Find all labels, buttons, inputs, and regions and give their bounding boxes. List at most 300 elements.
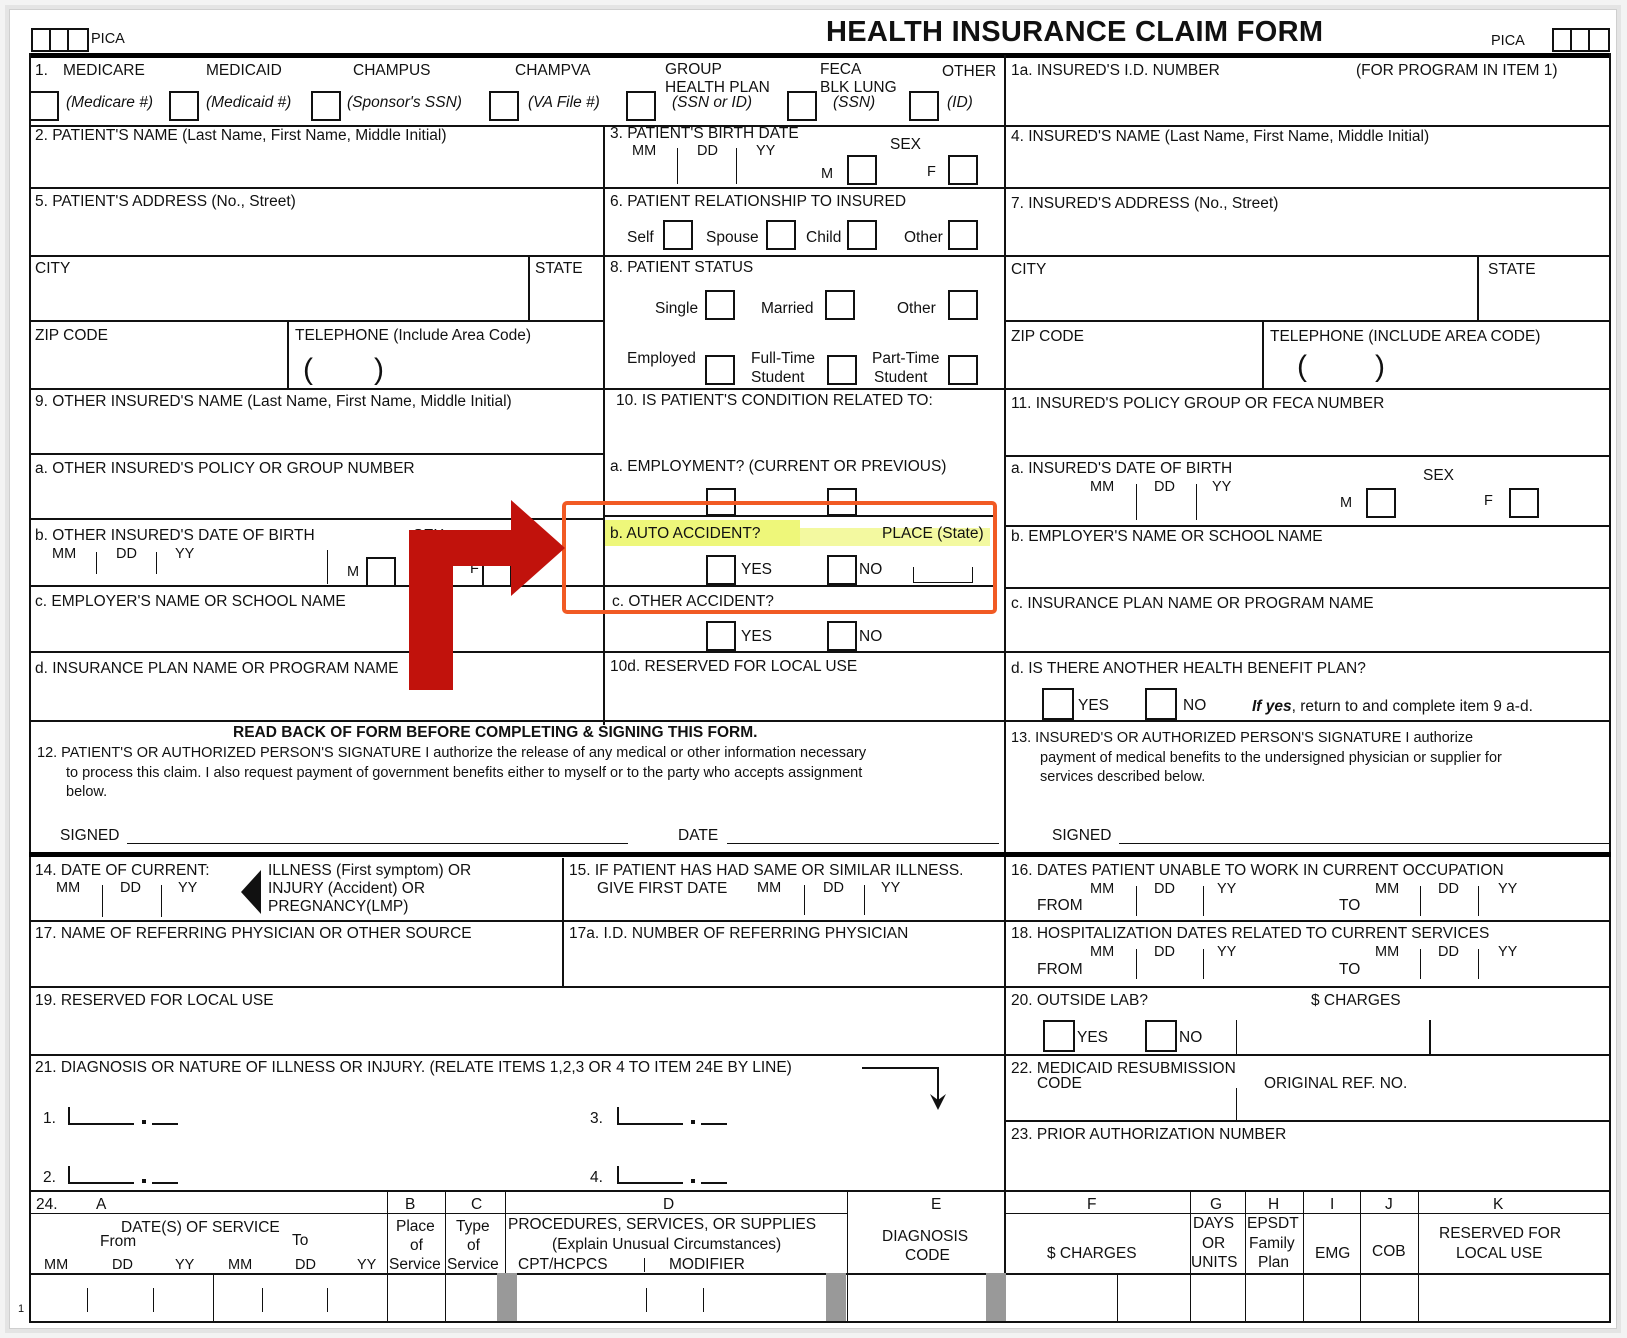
rule-row2 xyxy=(29,187,1611,189)
table-vline-h xyxy=(1245,1190,1246,1321)
pica-left-label: PICA xyxy=(91,31,125,47)
item-20-charges-divider1 xyxy=(1236,1020,1237,1054)
item-18-tick1 xyxy=(1136,949,1137,979)
if-yes-emphasis: If yes xyxy=(1252,698,1292,715)
place-of: of xyxy=(410,1237,423,1254)
item-16-from: FROM xyxy=(1037,897,1083,914)
relation-child: Child xyxy=(806,229,842,246)
item-11d-label: d. IS THERE ANOTHER HEALTH BENEFIT PLAN? xyxy=(1011,660,1366,677)
col-a: A xyxy=(96,1196,107,1213)
table-vline-g xyxy=(1190,1190,1191,1321)
table-shade-2 xyxy=(826,1273,846,1321)
item-14-tick2 xyxy=(161,885,162,917)
item-10c-no-checkbox[interactable] xyxy=(827,621,857,651)
status-parttime-checkbox[interactable] xyxy=(948,355,978,385)
rule-table-top xyxy=(29,1190,1611,1192)
right-zip-label: ZIP CODE xyxy=(1011,328,1084,345)
item-11d-yes-checkbox[interactable] xyxy=(1042,688,1074,720)
dates-from: From xyxy=(100,1233,137,1250)
item-24-label: 24. xyxy=(36,1196,58,1213)
item-15-yy: YY xyxy=(881,880,901,896)
rule-row4-right xyxy=(1004,320,1611,322)
other-program-sub: (ID) xyxy=(947,94,973,111)
item-10b-label: b. AUTO ACCIDENT? xyxy=(610,525,761,542)
item-20-no-checkbox[interactable] xyxy=(1145,1020,1177,1052)
item-14-mm: MM xyxy=(56,880,81,896)
item-3-f-checkbox[interactable] xyxy=(948,155,978,185)
rule-lower3 xyxy=(29,1054,1611,1056)
item-18-tick4 xyxy=(1478,949,1479,979)
item-17a-label: 17a. I.D. NUMBER OF REFERRING PHYSICIAN xyxy=(569,925,909,942)
cpt-label: CPT/HCPCS xyxy=(518,1256,608,1273)
date-label: DATE xyxy=(678,827,719,844)
item-9c-label: c. EMPLOYER'S NAME OR SCHOOL NAME xyxy=(35,593,346,610)
status-other-checkbox[interactable] xyxy=(948,290,978,320)
status-fulltime-student: Student xyxy=(751,369,805,386)
item-16-from-mm: MM xyxy=(1090,881,1115,897)
item-16-to-yy: YY xyxy=(1498,881,1518,897)
col-i: I xyxy=(1330,1196,1335,1213)
diag-2-label: 2. xyxy=(43,1169,56,1186)
item-18-from-dd: DD xyxy=(1154,944,1175,960)
item-14-label: 14. DATE OF CURRENT: xyxy=(35,862,210,879)
status-parttime-student: Student xyxy=(874,369,928,386)
item-10a-label: a. EMPLOYMENT? (CURRENT OR PREVIOUS) xyxy=(610,458,947,475)
item-10b-no: NO xyxy=(859,561,883,578)
program-other: OTHER xyxy=(942,63,997,80)
rule-table-header-bottom xyxy=(29,1273,1611,1275)
item-11b-label: b. EMPLOYER'S NAME OR SCHOOL NAME xyxy=(1011,528,1323,545)
zip-label: ZIP CODE xyxy=(35,327,108,344)
if-yes-rest: , return to and complete item 9 a-d. xyxy=(1291,698,1533,715)
item-11a-dd: DD xyxy=(1154,479,1175,495)
table-to-yy: YY xyxy=(357,1257,377,1273)
item-20-yes: YES xyxy=(1077,1029,1109,1046)
item-10c-label: c. OTHER ACCIDENT? xyxy=(612,593,774,610)
pica-right-label: PICA xyxy=(1491,33,1525,49)
item-15-tick2 xyxy=(864,885,865,915)
place-label: Place xyxy=(396,1218,435,1235)
item-15-mm: MM xyxy=(757,880,782,896)
right-city-label: CITY xyxy=(1011,261,1047,278)
col-j: J xyxy=(1385,1196,1393,1213)
item-9b-m: M xyxy=(347,564,360,580)
insured-signature-line[interactable] xyxy=(1119,843,1609,844)
days-or: OR xyxy=(1202,1235,1226,1252)
rule-row9 xyxy=(29,651,1611,653)
state-label: STATE xyxy=(535,260,583,277)
procedures-line1: PROCEDURES, SERVICES, OR SUPPLIES xyxy=(508,1216,817,1233)
row-tick-1 xyxy=(87,1288,88,1312)
epsdt-label: EPSDT xyxy=(1247,1215,1299,1232)
item-20-label: 20. OUTSIDE LAB? xyxy=(1011,992,1148,1009)
phone-paren-close: ) xyxy=(374,353,384,386)
form-title: HEALTH INSURANCE CLAIM FORM xyxy=(826,16,1324,48)
item-16-tick1 xyxy=(1136,886,1137,916)
item-18-from-yy: YY xyxy=(1217,944,1237,960)
days-label: DAYS xyxy=(1193,1215,1235,1232)
item-15-tick1 xyxy=(804,885,805,915)
middle-column-divider xyxy=(603,125,605,725)
state-divider xyxy=(528,255,530,321)
rule-table-letters-left xyxy=(29,1213,847,1214)
table-vline-k xyxy=(1418,1190,1419,1321)
rule-row7-right xyxy=(1004,525,1611,527)
rule-table-letters-right xyxy=(1004,1213,1611,1214)
item-16-label: 16. DATES PATIENT UNABLE TO WORK IN CURRENT OCCUPATION xyxy=(1011,862,1504,879)
row-tick-2 xyxy=(153,1288,154,1312)
right-state-divider xyxy=(1477,255,1479,321)
col-e: E xyxy=(931,1196,942,1213)
rule-row8-right xyxy=(1004,587,1611,589)
medicare-checkbox[interactable] xyxy=(29,91,59,121)
right-phone-paren-close: ) xyxy=(1375,350,1385,383)
item-11a-tick2 xyxy=(1196,484,1197,520)
status-single: Single xyxy=(655,300,699,317)
phone-divider xyxy=(287,320,289,388)
item-3-mm: MM xyxy=(632,143,657,159)
item-2-label: 2. PATIENT'S NAME (Last Name, First Name, Middle Initial) xyxy=(35,127,447,144)
item-9d-label: d. INSURANCE PLAN NAME OR PROGRAM NAME xyxy=(35,660,399,677)
col-b: B xyxy=(405,1196,416,1213)
item-10c-no: NO xyxy=(859,628,883,645)
item-12-line3: below. xyxy=(66,784,108,800)
signed-label: SIGNED xyxy=(60,827,120,844)
diagnosis-label: DIAGNOSIS xyxy=(882,1228,969,1245)
bottom-border xyxy=(29,1321,1611,1323)
item-23-label: 23. PRIOR AUTHORIZATION NUMBER xyxy=(1011,1126,1287,1143)
champus-sub: (Sponsor's SSN) xyxy=(347,94,462,111)
program-champus: CHAMPUS xyxy=(353,62,431,79)
item-16-tick3 xyxy=(1420,886,1421,916)
col-k: K xyxy=(1493,1196,1504,1213)
item-16-from-dd: DD xyxy=(1154,881,1175,897)
signature-divider xyxy=(1004,720,1006,858)
cpt-modifier-divider xyxy=(644,1258,645,1272)
item-3-m-checkbox[interactable] xyxy=(847,155,877,185)
epsdt-plan: Plan xyxy=(1258,1254,1290,1271)
item-9a-label: a. OTHER INSURED'S POLICY OR GROUP NUMBER xyxy=(35,460,415,477)
place-service: Service xyxy=(389,1256,441,1273)
item-11a-tick1 xyxy=(1136,484,1137,520)
program-group-2: HEALTH PLAN xyxy=(665,79,770,96)
right-phone-divider xyxy=(1262,320,1264,388)
item-22-line1: 22. MEDICAID RESUBMISSION xyxy=(1011,1060,1236,1077)
col-g: G xyxy=(1210,1196,1223,1213)
item-18-to-dd: DD xyxy=(1438,944,1459,960)
place-state-label: PLACE (State) xyxy=(882,525,984,542)
rule-row10 xyxy=(29,720,1611,722)
item-10d-label: 10d. RESERVED FOR LOCAL USE xyxy=(610,658,858,675)
champva-checkbox[interactable] xyxy=(489,91,519,121)
item-19-label: 19. RESERVED FOR LOCAL USE xyxy=(35,992,274,1009)
item-21-label: 21. DIAGNOSIS OR NATURE OF ILLNESS OR INJURY. (RELATE ITEMS 1,2,3 OR 4 TO ITEM 24E BY LINE) xyxy=(35,1059,792,1076)
charges-label: $ CHARGES xyxy=(1047,1245,1137,1262)
table-shade-3 xyxy=(986,1273,1006,1321)
item-16-to-mm: MM xyxy=(1375,881,1400,897)
read-back-notice: READ BACK OF FORM BEFORE COMPLETING & SIGNING THIS FORM. xyxy=(233,724,758,741)
diag-1-label: 1. xyxy=(43,1110,56,1127)
phone-paren-open: ( xyxy=(303,353,313,386)
table-shade-1 xyxy=(497,1273,517,1321)
reserved-label2: LOCAL USE xyxy=(1456,1245,1543,1262)
red-pointer-arrow-icon xyxy=(395,500,565,690)
dates-of-service: DATE(S) OF SERVICE xyxy=(121,1219,280,1236)
item-21-arrow-icon xyxy=(862,1060,946,1112)
table-vline-e xyxy=(847,1190,848,1321)
item-3-tick1 xyxy=(677,148,678,184)
item-18-label: 18. HOSPITALIZATION DATES RELATED TO CURRENT SERVICES xyxy=(1011,925,1490,942)
item-3-sex: SEX xyxy=(890,136,922,153)
item-16-tick2 xyxy=(1203,886,1204,916)
item-11a-sex: SEX xyxy=(1423,467,1455,484)
program-group: GROUP xyxy=(665,61,722,78)
item-16-to-dd: DD xyxy=(1438,881,1459,897)
procedures-line2: (Explain Unusual Circumstances) xyxy=(552,1236,782,1253)
type-service: Service xyxy=(447,1256,499,1273)
relation-self: Self xyxy=(627,229,654,246)
item-7-label: 7. INSURED'S ADDRESS (No., Street) xyxy=(1011,195,1279,212)
item-11a-f: F xyxy=(1484,493,1493,509)
table-to-dd: DD xyxy=(295,1257,316,1273)
col-f: F xyxy=(1087,1196,1097,1213)
program-champva: CHAMPVA xyxy=(515,62,591,79)
table-row-number: 1 xyxy=(18,1303,25,1315)
rule-lower2 xyxy=(29,986,1611,988)
epsdt-family: Family xyxy=(1249,1235,1295,1252)
item-15-line2: GIVE FIRST DATE xyxy=(597,880,728,897)
status-parttime: Part-Time xyxy=(872,350,940,367)
item-14-illness: ILLNESS (First symptom) OR xyxy=(268,862,472,879)
item-16-to: TO xyxy=(1339,897,1361,914)
item-11a-f-checkbox[interactable] xyxy=(1509,488,1539,518)
rule-item22 xyxy=(1004,1120,1611,1122)
rule-row3 xyxy=(29,255,1611,257)
item-9b-yy: YY xyxy=(175,546,195,562)
champus-checkbox[interactable] xyxy=(311,91,341,121)
item-14-injury: INJURY (Accident) OR xyxy=(268,880,426,897)
item-17-label: 17. NAME OF REFERRING PHYSICIAN OR OTHER SOURCE xyxy=(35,925,472,942)
item-18-from-mm: MM xyxy=(1090,944,1115,960)
item-11-label: 11. INSURED'S POLICY GROUP OR FECA NUMBER xyxy=(1011,395,1385,412)
item-9b-tick1 xyxy=(96,552,97,574)
item-11a-m: M xyxy=(1340,495,1353,511)
status-married-checkbox[interactable] xyxy=(825,290,855,320)
item-11a-label: a. INSURED'S DATE OF BIRTH xyxy=(1011,460,1233,477)
item-11a-mm: MM xyxy=(1090,479,1115,495)
col-d: D xyxy=(663,1196,675,1213)
right-border xyxy=(1609,53,1611,1323)
status-single-checkbox[interactable] xyxy=(705,290,735,320)
item-9b-dd: DD xyxy=(116,546,137,562)
item-20-yes-checkbox[interactable] xyxy=(1043,1020,1075,1052)
item-4-label: 4. INSURED'S NAME (Last Name, First Name, Middle Initial) xyxy=(1011,128,1430,145)
diag-4-input[interactable] xyxy=(617,1166,727,1184)
table-vline-c xyxy=(445,1190,446,1321)
relation-spouse: Spouse xyxy=(706,229,759,246)
status-employed: Employed xyxy=(627,350,696,367)
item-10c-yes: YES xyxy=(741,628,773,645)
item-22-orig-ref: ORIGINAL REF. NO. xyxy=(1264,1075,1408,1092)
item-11c-label: c. INSURANCE PLAN NAME OR PROGRAM NAME xyxy=(1011,595,1374,612)
table-from-dd: DD xyxy=(112,1257,133,1273)
item-13-line2: payment of medical benefits to the undersigned physician or supplier for xyxy=(1040,750,1502,766)
type-label: Type xyxy=(456,1218,490,1235)
item-22-line2: CODE xyxy=(1037,1075,1082,1092)
program-medicaid: MEDICAID xyxy=(206,62,282,79)
medicaid-checkbox[interactable] xyxy=(169,91,199,121)
signed2-label: SIGNED xyxy=(1052,827,1112,844)
city-label: CITY xyxy=(35,260,71,277)
item-18-to-yy: YY xyxy=(1498,944,1518,960)
program-medicare: MEDICARE xyxy=(63,62,145,79)
status-married: Married xyxy=(761,300,814,317)
left-border xyxy=(29,53,31,1323)
diag-2-input[interactable] xyxy=(68,1166,178,1184)
item-5-label: 5. PATIENT'S ADDRESS (No., Street) xyxy=(35,193,296,210)
status-fulltime-checkbox[interactable] xyxy=(827,355,857,385)
thick-rule-lower xyxy=(29,852,1611,857)
reserved-label1: RESERVED FOR xyxy=(1439,1225,1562,1242)
type-of: of xyxy=(467,1237,480,1254)
item-3-m: M xyxy=(821,166,834,182)
telephone-label: TELEPHONE (Include Area Code) xyxy=(295,327,532,344)
dates-to: To xyxy=(292,1232,309,1249)
row-tick-7 xyxy=(1117,1273,1118,1321)
item-9-label: 9. OTHER INSURED'S NAME (Last Name, First Name, Middle Initial) xyxy=(35,393,512,410)
item-3-label: 3. PATIENT'S BIRTH DATE xyxy=(610,125,799,142)
item-13-line1: 13. INSURED'S OR AUTHORIZED PERSON'S SIGNATURE I authorize xyxy=(1011,730,1474,746)
status-employed-checkbox[interactable] xyxy=(705,355,735,385)
champva-sub: (VA File #) xyxy=(528,94,600,111)
relation-other-checkbox[interactable] xyxy=(948,220,978,250)
table-from-yy: YY xyxy=(175,1257,195,1273)
item-9b-label: b. OTHER INSURED'S DATE OF BIRTH xyxy=(35,527,315,544)
rule-row6-right xyxy=(1004,455,1611,457)
item-20-no: NO xyxy=(1179,1029,1203,1046)
item-14-pregnancy: PREGNANCY(LMP) xyxy=(268,898,409,915)
diagnosis-code-label: CODE xyxy=(905,1247,950,1264)
row-tick-6 xyxy=(703,1288,704,1312)
item-15-divider xyxy=(562,858,564,988)
diag-3-label: 3. xyxy=(590,1110,603,1127)
item-14-yy: YY xyxy=(178,880,198,896)
item-13-line3: services described below. xyxy=(1040,769,1206,785)
diag-3-input[interactable] xyxy=(617,1107,727,1125)
item-3-tick2 xyxy=(736,148,737,184)
table-vline-j xyxy=(1360,1190,1361,1321)
item-15-line1: 15. IF PATIENT HAS HAD SAME OR SIMILAR ILLNESS. xyxy=(569,862,964,879)
item-3-dd: DD xyxy=(697,143,718,159)
rule-lower1 xyxy=(29,920,1611,922)
item-14-tick1 xyxy=(102,885,103,917)
relation-other: Other xyxy=(904,229,943,246)
table-to-mm: MM xyxy=(228,1257,253,1273)
item-18-tick3 xyxy=(1420,949,1421,979)
relation-spouse-checkbox[interactable] xyxy=(766,220,796,250)
item-9b-f: F xyxy=(470,561,479,577)
item-15-dd: DD xyxy=(823,880,844,896)
item-10b-yes: YES xyxy=(741,561,773,578)
item-18-from: FROM xyxy=(1037,961,1083,978)
rule-row5 xyxy=(29,388,1611,390)
col-h: H xyxy=(1268,1196,1280,1213)
item-16-tick4 xyxy=(1478,886,1479,916)
feca-checkbox[interactable] xyxy=(787,91,817,121)
item-6-label: 6. PATIENT RELATIONSHIP TO INSURED xyxy=(610,193,907,210)
item-18-to-mm: MM xyxy=(1375,944,1400,960)
relation-self-checkbox[interactable] xyxy=(663,220,693,250)
row-tick-5 xyxy=(646,1288,647,1312)
item-1-label: 1. xyxy=(35,62,48,79)
item-11a-m-checkbox[interactable] xyxy=(1366,488,1396,518)
status-fulltime: Full-Time xyxy=(751,350,816,367)
medicaid-sub: (Medicaid #) xyxy=(206,94,292,111)
diag-4-label: 4. xyxy=(590,1169,603,1186)
item-18-to: TO xyxy=(1339,961,1361,978)
item-14-pointer-icon xyxy=(241,870,261,914)
item-22-divider xyxy=(1236,1088,1237,1120)
program-feca-2: BLK LUNG xyxy=(820,79,897,96)
signature-line[interactable] xyxy=(127,843,628,844)
row-tick-4 xyxy=(327,1288,328,1312)
table-from-mm: MM xyxy=(44,1257,69,1273)
item-11d-no-checkbox[interactable] xyxy=(1145,688,1177,720)
col-c: C xyxy=(471,1196,483,1213)
item-12-line2: to process this claim. I also request payment of government benefits either to myself or to the party who accepts assignment xyxy=(66,765,863,781)
item-9b-m-checkbox[interactable] xyxy=(366,557,396,587)
right-state-label: STATE xyxy=(1488,261,1536,278)
right-phone-paren-open: ( xyxy=(1297,350,1307,383)
table-vline-b xyxy=(387,1190,388,1321)
item-10-label: 10. IS PATIENT'S CONDITION RELATED TO: xyxy=(616,392,933,409)
item-20-charges: $ CHARGES xyxy=(1311,992,1401,1009)
other-program-checkbox[interactable] xyxy=(909,91,939,121)
auto-accident-callout xyxy=(562,501,997,614)
item-16-from-yy: YY xyxy=(1217,881,1237,897)
group-checkbox[interactable] xyxy=(626,91,656,121)
signature-date-line[interactable] xyxy=(727,843,999,844)
item-20-charges-divider2 xyxy=(1429,1020,1431,1054)
item-8-label: 8. PATIENT STATUS xyxy=(610,259,754,276)
item-10c-yes-checkbox[interactable] xyxy=(706,621,736,651)
feca-sub: (SSN) xyxy=(833,94,876,111)
row-tick-3 xyxy=(262,1288,263,1312)
item-11d-note xyxy=(1252,698,1533,716)
item-12-line1: 12. PATIENT'S OR AUTHORIZED PERSON'S SIGNATURE I authorize the release of any medical or other information necessary xyxy=(37,745,867,761)
for-program-label: (FOR PROGRAM IN ITEM 1) xyxy=(1356,62,1558,79)
item-1a-label: 1a. INSURED'S I.D. NUMBER xyxy=(1011,62,1220,79)
item-9b-sex-divider xyxy=(327,550,328,584)
table-vline-a-mid xyxy=(213,1273,214,1321)
item-14-dd: DD xyxy=(120,880,141,896)
item-11d-no: NO xyxy=(1183,697,1207,714)
right-telephone-label: TELEPHONE (INCLUDE AREA CODE) xyxy=(1270,328,1541,345)
cob-label: COB xyxy=(1372,1243,1406,1260)
program-feca: FECA xyxy=(820,61,862,78)
diag-1-input[interactable] xyxy=(68,1107,178,1125)
group-sub: (SSN or ID) xyxy=(672,94,753,111)
rule-row6-left xyxy=(29,453,605,455)
item-18-tick2 xyxy=(1203,949,1204,979)
status-other: Other xyxy=(897,300,936,317)
item-3-yy: YY xyxy=(756,143,776,159)
medicare-sub: (Medicare #) xyxy=(66,94,153,111)
item-11d-yes: YES xyxy=(1078,697,1110,714)
item-3-f: F xyxy=(927,164,936,180)
relation-child-checkbox[interactable] xyxy=(847,220,877,250)
days-units: UNITS xyxy=(1191,1254,1238,1271)
